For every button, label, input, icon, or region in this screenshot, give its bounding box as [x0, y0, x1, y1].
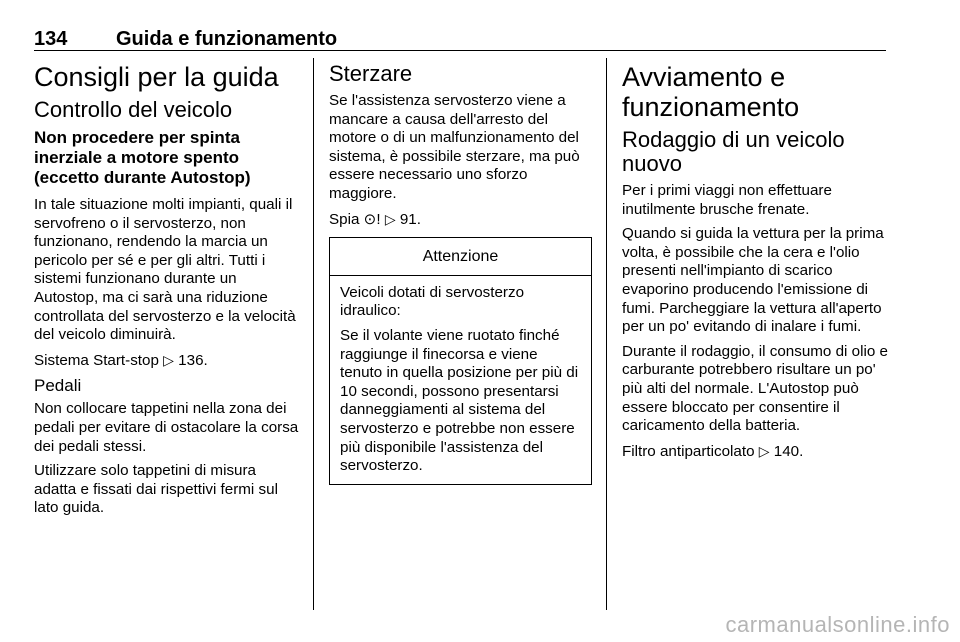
reference-label: Spia	[329, 210, 360, 228]
subsection-title: Controllo del veicolo	[34, 97, 233, 122]
column-right	[622, 62, 888, 467]
paragraph: Durante il rodaggio, il consumo di olio e carburante potrebbero risultare un po' più alti del normale. L'Autostop può essere bloccato per consentire il caricamento della batteria.	[622, 342, 888, 435]
paragraph: Utilizzare solo tappetini di misura adatta e fissati dai rispettivi fermi sul lato guida.	[34, 462, 278, 517]
cross-reference[interactable]	[622, 442, 888, 462]
running-title: Guida e funzionamento	[116, 28, 338, 50]
paragraph: Quando si guida la vettura per la prima volta, è possibile che la cera e l'olio presenti nell'impianto di scarico evaporino producendo l'emissione di fumi. Parcheggiare la vettura all'aperto per un po' evitando di inalare i fumi.	[622, 225, 884, 336]
paragraph: Veicoli dotati di servosterzo idraulico:	[340, 283, 525, 320]
warning-heading: Non procedere per spinta inerziale a motore spento (eccetto durante Autostop)	[34, 128, 251, 187]
subsection-title: Rodaggio di un veicolo nuovo	[622, 127, 845, 176]
cross-reference[interactable]	[34, 351, 300, 371]
page-ref-icon: ▷	[758, 442, 770, 459]
section-title: Avviamento e funzionamento	[622, 62, 800, 122]
paragraph: Non collocare tappetini nella zona dei pedali per evitare di ostacolare la corsa dei pedali stessi.	[34, 400, 299, 455]
paragraph: In tale situazione molti impianti, quali il servofreno o il servosterzo, non funzionano, rendendo la marcia un pericolo per sé e per gli altri. Tutti i sistemi funzionano durante un Autostop, ma ci sarà una riduzione controllata del servosterzo e la velocità del veicolo diminuirà.	[34, 196, 296, 344]
page-number: 134	[34, 28, 68, 50]
section-title: Sterzare	[329, 61, 413, 86]
reference-page: 136.	[178, 351, 208, 369]
column-divider	[313, 58, 314, 610]
attention-box	[329, 237, 592, 485]
section-title: Consigli per la guida	[34, 62, 279, 92]
page-ref-icon: ▷	[384, 210, 396, 227]
power-steering-warning-icon: ⊙!	[363, 210, 381, 228]
page-header	[34, 28, 886, 51]
reference-label: Filtro antiparticolato	[622, 442, 755, 460]
attention-title: Attenzione	[330, 238, 591, 276]
paragraph: Se l'assistenza servosterzo viene a mancare a causa dell'arresto del motore o di un malfunzionamento del sistema, è possibile sterzare, ma può essere necessario uno sforzo maggiore.	[329, 92, 580, 202]
column-middle	[329, 62, 592, 485]
reference-label: Sistema Start-stop	[34, 351, 159, 369]
paragraph: Per i primi viaggi non effettuare inutilmente brusche frenate.	[622, 182, 832, 218]
column-divider	[606, 58, 607, 610]
watermark: carmanualsonline.info	[725, 612, 950, 637]
paragraph: Se il volante viene ruotato finché raggiunge il finecorsa e viene tenuto in quella posizione per più di 10 secondi, possono presentarsi danneggiamenti al sistema del servosterzo e potrebbe non essere più disponibile l'assistenza del servosterzo.	[340, 326, 579, 475]
column-left	[34, 62, 300, 524]
cross-reference[interactable]	[329, 210, 592, 230]
attention-body	[330, 276, 591, 484]
page-ref-icon: ▷	[163, 351, 174, 368]
reference-page: 140.	[773, 442, 804, 460]
subheading-pedali: Pedali	[34, 376, 82, 396]
reference-page: 91.	[399, 210, 421, 228]
